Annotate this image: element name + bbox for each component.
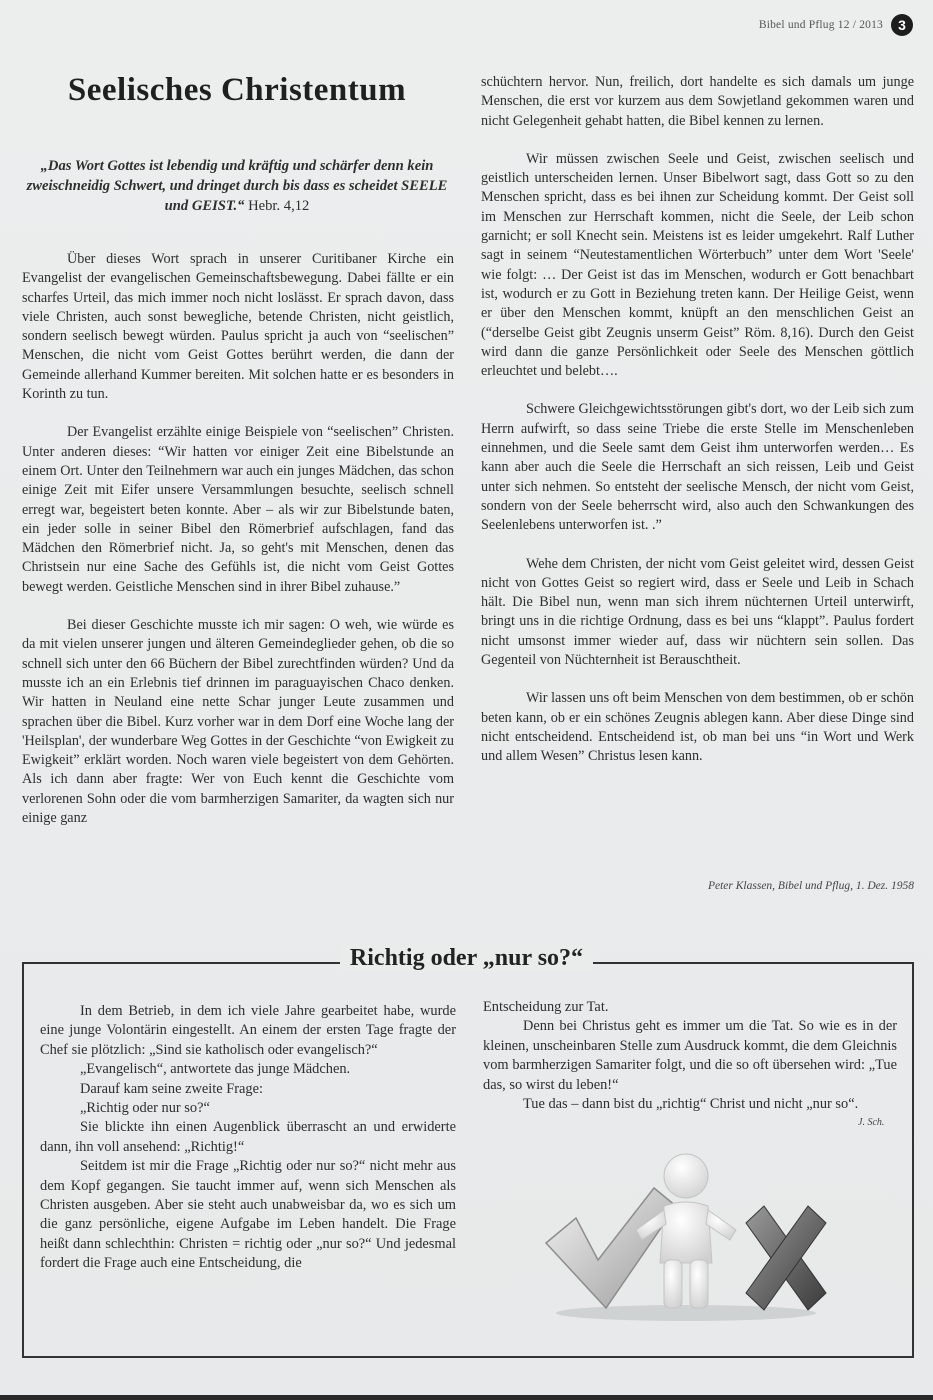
paragraph: Denn bei Christus geht es immer um die Tat. So wie es in der kleinen, unscheinbaren Stelle zum Ausdruck kommt, die dem Gleichnis vom barmherzigen Samariter folgt, und die so oft übersehen wird: „Tue das, so wirst du leben!“ — [483, 1018, 897, 1093]
paragraph: Wir müssen zwischen Seele und Geist, zwischen seelisch und geistlich unterscheiden lernen. Unser Bibelwort sagt, dass Gott so zu den Menschen spricht, dass es bei ihnen zur Scheidung kommt. Der Geist soll im Menschen zur Herrschaft kommen, nicht die Seele, der Leib schon garnicht; er soll Knecht sein. Meistens ist es leider umgekehrt. Ralf Luther sagt in seinem “Neutestamentlichen Wörterbuch” unter dem Wort 'Seele' wie folgt: … Der Geist ist das im Menschen, wodurch er Gott benachbart ist, wodurch er zu Gott in Beziehung treten kann. Der Heilige Geist, wenn er über den Menschen kommt, knüpft an den menschlichen Geist an (“derselbe Geist gibt Zeugnis unserm Geist” Röm. 8,16). Durch den Geist wird dann die ganze Persönlichkeit oder Seele des Menschen göttlich erleuchtet und belebt…. — [481, 150, 914, 380]
article-signature: Peter Klassen, Bibel und Pflug, 1. Dez. 1958 — [707, 880, 914, 892]
check-figure-cross-illustration — [536, 1148, 836, 1323]
header-text: Bibel und Pflug 12 / 2013 — [758, 19, 883, 31]
box-column-left — [40, 1002, 456, 1274]
article-column-left — [22, 250, 454, 847]
paragraph: Wehe dem Christen, der nicht vom Geist geleitet wird, dessen Geist nicht von Gottes Geist so regiert wird, dass er Seele und Leib in Schach hält. Die Bibel nun, wenn man sich ihrem nüchternen Urteil unterwirft, bringt uns in die richtige Ordnung, dass es bei uns “klappt”. Paulus fordert nicht umsonst immer wieder auf, dass wir nüchtern sein sollen. Das Gegenteil von Nüchternheit ist Berauschtheit. — [481, 555, 914, 669]
article-title: Seelisches Christentum — [67, 72, 407, 108]
box-title: Richtig oder „nur so?“ — [340, 945, 593, 972]
paragraph-continuation: schüchtern hervor. Nun, freilich, dort handelte es sich damals um junge Menschen, die erst vor kurzem aus dem Sowjetland gekommen waren und nicht Gelegenheit gehabt hatten, die Bibel kennen zu lernen. — [481, 74, 914, 129]
ground-shadow — [556, 1305, 816, 1321]
article-column-right — [481, 73, 914, 786]
page-number-badge: 3 — [891, 14, 913, 36]
bottom-edge-line — [0, 1395, 933, 1400]
person-figure — [636, 1154, 736, 1308]
checkmark-icon — [546, 1188, 676, 1308]
box-column-right — [483, 998, 897, 1114]
paragraph: Bei dieser Geschichte musste ich mir sagen: O weh, wie würde es da mit vielen unserer jungen und älteren Gemeindeglieder gehen, ob die so schnell sich unter den 66 Büchern der Bibel zurechtfinden würden? Und da musste ich an ein Erlebnis tief drinnen im paraguayischen Chaco denken. Wir hatten in Neuland eine nette Schar junger Leute zusammen und sprachen über die Bibel. Kurz vorher war in dem Dorf eine Woche lang der 'Heilsplan', der wunderbare Weg Gottes in der Geschichte “von Ewigkeit zu Ewigkeit” erklärt worden. Noch waren viele begeistert von dem Gehörten. Als ich dann aber fragte: Wer von Euch kennt die Geschichte vom verlorenen Sohn oder die vom barmherzigen Samariter, da wagten sich nur einige ganz — [22, 617, 454, 827]
box-title-wrap — [0, 945, 933, 972]
paragraph: Tue das – dann bist du „richtig“ Christ und nicht „nur so“. — [523, 1096, 859, 1113]
paragraph: Sie blickte ihn einen Augenblick überrascht an und erwiderte dann, ihn voll ansehend: „Richtig!“ — [40, 1119, 456, 1155]
bible-quote — [22, 156, 452, 216]
box-signature: J. Sch. — [858, 1117, 885, 1128]
page-header — [759, 14, 913, 36]
paragraph: Der Evangelist erzählte einige Beispiele von “seelischen” Christen. Unter anderen dieses: “Wir hatten vor einiger Zeit eine Bibelstunde an einem Ort. Unter den Teilnehmern war auch ein junges Mädchen, das schon einige Zeit mit Eifer unsere Versammlungen besuchte, seelisch schnell erregt war, begeistert beten konnte. Aber – als wir zur Bibelstunde baten, ein jeder solle in seiner Bibel den Römerbrief aufschlagen, fand das Mädchen den Römerbrief nicht. Ja, so geht's mit Menschen, denen das Christsein nur eine Sache des Gefühls ist, die nicht vom Geist Gottes bewegt werden. Geistliche Menschen sind in ihrer Bibel zuhause.” — [22, 424, 454, 595]
quote-text: „Das Wort Gottes ist lebendig und kräftig und schärfer denn kein zweischneidig Schwert, und dringet durch bis dass es scheidet SEELE und GEIST.“ — [26, 158, 448, 214]
paragraph: „Evangelisch“, antwortete das junge Mädchen. — [80, 1061, 351, 1078]
quote-reference: Hebr. 4,12 — [248, 198, 310, 214]
paragraph: Darauf kam seine zweite Frage: — [80, 1080, 263, 1097]
paragraph-continuation: Entscheidung zur Tat. — [483, 999, 609, 1015]
paragraph: In dem Betrieb, in dem ich viele Jahre gearbeitet habe, wurde eine junge Volontärin eingestellt. An einem der ersten Tage fragte der Chef sie plötzlich: „Sind sie katholisch oder evangelisch?“ — [40, 1003, 456, 1058]
cross-icon — [746, 1206, 826, 1310]
paragraph: Schwere Gleichgewichtsstörungen gibt's dort, wo der Leib sich zum Herrn aufwirft, so dass seine Triebe die erste Stelle im Menschenleben einnehmen, und die Seele samt dem Geist ihm unterworfen werden… Es kann aber auch die Seele die Herrschaft an sich reissen, Leib und Geist unter sich nehmen. So entsteht der seelische Mensch, der nicht vom Geist, sondern von der Seele beherrscht wird, also auch den Schwankungen des Seelenlebens unterworfen ist. .” — [481, 401, 914, 534]
paragraph: Wir lassen uns oft beim Menschen von dem bestimmen, ob er schön beten kann, ob er ein schönes Zeugnis ablegen kann. Aber diese Dinge sind nicht entscheidend. Entscheidend ist, ob man bei uns “in Wort und Werk und allem Wesen” Christus lesen kann. — [481, 690, 914, 765]
paragraph: Seitdem ist mir die Frage „Richtig oder nur so?“ nicht mehr aus dem Kopf gegangen. Sie taucht immer auf, wenn sich Menschen als Christen ausgeben. Aber sie steht auch unabweisbar da, wo es sich um die ganz persönliche, eigene Aufgabe im Leben handelt. Die Frage heißt dann schlechthin: Christen = richtig oder „nur so?“ Und jedesmal fordert die Frage auch eine Entscheidung, die — [40, 1158, 456, 1272]
paragraph: „Richtig oder nur so?“ — [80, 1100, 210, 1117]
paragraph: Über dieses Wort sprach in unserer Curitibaner Kirche ein Evangelist der evangelischen Gemeinschaftsbewegung. Dabei fällte er ein scharfes Urteil, das mich immer noch nicht loslässt. Er sprach davon, dass viele Christen, auch sonst bewegliche, betende Christen, nicht geistlich, sondern seelisch bewegt würden. Paulus spricht ja auch von “seelischen” Menschen, die nicht vom Geist Gottes berührt werden, die dann der Gemeinde allerhand Kummer bereiten. Mit solchen hatte er es besonders in Korinth zu tun. — [22, 251, 454, 403]
